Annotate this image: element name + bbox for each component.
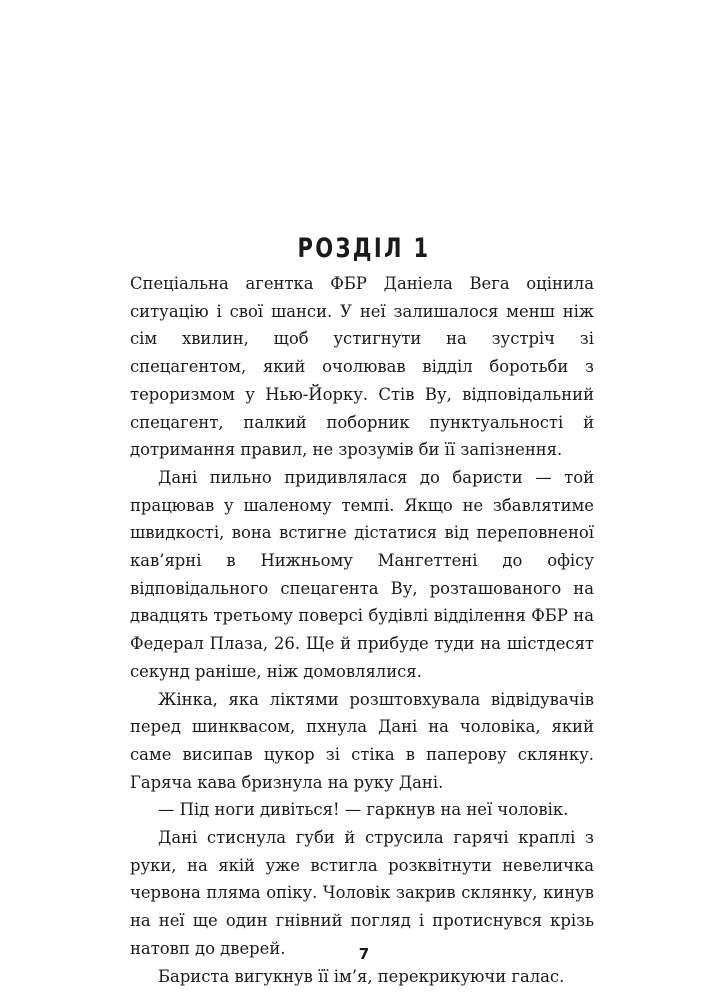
chapter-title: РОЗДІЛ 1 (297, 233, 431, 264)
paragraph: Бариста вигукнув її ім’я, перекрикуючи галас. (158, 966, 565, 986)
page-number: 7 (358, 945, 370, 963)
paragraph: Жінка, яка ліктями розштовхувала відвідувачів перед шинквасом, пхнула Дані на чоловіка, який саме висипав цукор зі стіка в паперову склянку. Гаряча кава бризнула на руку Дані. (130, 689, 594, 792)
paragraph: Дані пильно придивлялася до баристи — той працював у шаленому темпі. Якщо не збавлятиме швидкості, вона встигне дістатися від переповненої кав’ярні в Нижньому Мангеттені до офісу відповідального спецагента Ву, розташованого на двадцять третьому поверсі будівлі відділення ФБР на Федерал Плаза, 26. Ще й прибуде туди на шістдесят секунд раніше, ніж домовлялися. (130, 467, 594, 681)
body-text (130, 270, 594, 990)
paragraph: Спеціальна агентка ФБР Даніела Вега оцінила ситуацію і свої шанси. У неї залишалося менш ніж сім хвилин, щоб устигнути на зустріч зі спецагентом, який очолював відділ боротьби з тероризмом у Нью-Йорку. Стів Ву, відповідальний спецагент, палкий поборник пунктуальності й дотримання правил, не зрозумів би її запізнення. (130, 274, 594, 460)
dialogue-line: — Під ноги дивіться! — гаркнув на неї чоловік. (158, 800, 569, 820)
paragraph: Дані стиснула губи й струсила гарячі краплі з руки, на якій уже встигла розквітнути невеличка червона пляма опіку. Чоловік закрив склянку, кинув на неї ще один гнівний погляд і протиснувся крізь натовп до дверей. (130, 828, 594, 958)
